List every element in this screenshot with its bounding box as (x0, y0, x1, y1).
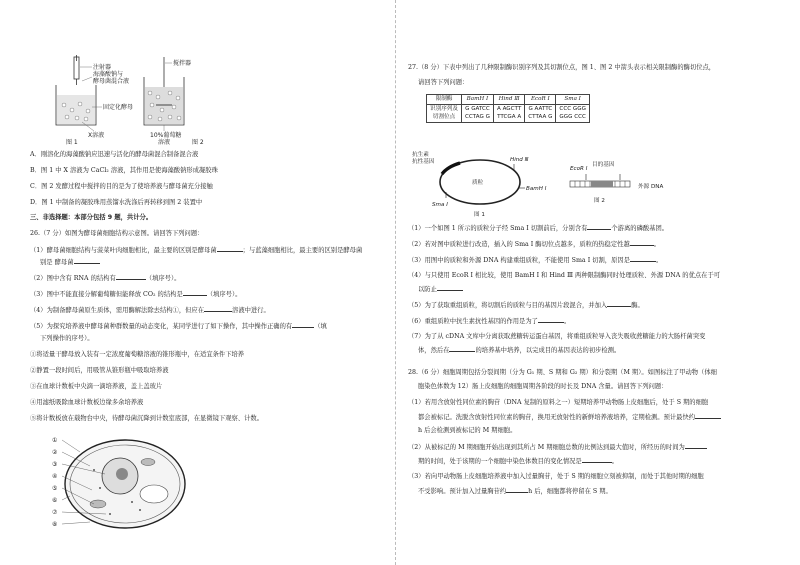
fig2-label-glucose-1: 10%葡萄糖 (150, 132, 182, 139)
fig-label-foreign: 外源 DNA (638, 184, 664, 190)
table-header-hind: Hind Ⅲ (493, 95, 524, 105)
q28-line-9: 不受影响。预计加入过量胸苷约 h 后，细胞都将停留在 S 期。 (418, 488, 612, 495)
cell-label: ② (52, 449, 58, 456)
answer-blank[interactable] (217, 246, 243, 252)
option-a: A．刚溶化的海藻酸钠应迅速与活化的酵母菌混合制备混合液 (30, 151, 199, 158)
right-column (408, 0, 770, 565)
fig1-label-syringe: 注射器 (93, 64, 112, 71)
answer-blank[interactable] (292, 322, 314, 328)
option-c: C．图 2 发酵过程中搅拌的目的是为了使培养液与酵母菌充分接触 (30, 183, 213, 190)
answer-blank[interactable] (437, 285, 463, 291)
plasmid-figure (410, 146, 710, 222)
page-fold-divider (395, 0, 396, 565)
q26-step-1: ①将适量干酵母放入装有一定浓度葡萄糖溶液的锥形瓶中，在适宜条件下培养 (30, 351, 245, 358)
cell-label: ① (52, 437, 58, 444)
table-header-ecor: EcoR Ⅰ (525, 95, 556, 105)
q27-part6: （6）重组质粒中抗生素抗性基因的作用是为了 。 (408, 318, 571, 325)
table-header-enzyme: 限制酶 (427, 95, 462, 105)
table-header-bamh: BamH Ⅰ (461, 95, 493, 105)
q26-part1-line1: （1）酵母菌细胞结构与菠菜叶肉细胞相比，最主要的区别是酵母菌 ；与蓝藻细胞相比，最主要的区别是酵母菌 (30, 247, 363, 254)
answer-blank[interactable] (74, 258, 100, 264)
fig2-caption-27: 图 2 (594, 198, 605, 204)
q27-part1: （1）一个如图 1 所示的质粒分子经 Sma Ⅰ 切割前后，分别含有 个游离的磷酸基团。 (408, 225, 669, 232)
answer-blank[interactable] (630, 240, 654, 246)
q27-stem-2: 请回答下列问题： (418, 79, 469, 86)
fig2-caption: 图 2 (192, 139, 204, 146)
q26-part5-line2: 下列操作的序号）。 (40, 335, 94, 342)
syringe-icon (74, 55, 79, 85)
restriction-enzyme-table (426, 94, 590, 123)
section-heading: 三、非选择题：本部分包括 9 题，共计分。 (30, 214, 153, 221)
q28-line-2: 胞染色体数为 12）肠上皮细胞的细胞周期各阶段的时长及 DNA 含量。请回答下列问题： (418, 383, 668, 390)
cell-label: ⑦ (52, 509, 58, 516)
fig1-label-immobilized: 固定化酵母 (103, 104, 134, 111)
answer-blank[interactable] (607, 301, 631, 307)
fig1-caption: 图 1 (66, 139, 78, 146)
option-b: B．图 1 中 X 溶液为 CaCl₂ 溶液，其作用是使海藻酸钠形成凝胶珠 (30, 167, 218, 174)
table-cell-ecor: G AATTC CTTAA G (525, 105, 556, 123)
answer-blank[interactable] (204, 306, 232, 312)
table-cell-hind: A AGCTT TTCGA A (493, 105, 524, 123)
answer-blank[interactable] (582, 457, 612, 463)
q26-step-3: ③在血球计数板中央滴一滴培养液，盖上盖玻片 (30, 383, 163, 390)
fig-label-target: 目的基因 (592, 162, 615, 168)
fig-label-resistance-2: 抗性基因 (412, 159, 435, 165)
q28-line-1: 28.（6 分）细胞周期包括分裂间期（分为 G₁ 期、S 期和 G₂ 期）和分裂期（M 期）。如图标注了甲动物（体细 (408, 369, 717, 376)
answer-blank[interactable] (506, 487, 528, 493)
q26-part1-line2: 别是 酵母菌 (40, 258, 100, 267)
answer-blank[interactable] (183, 290, 207, 296)
fig-label-hind: Hind Ⅲ (510, 157, 529, 163)
q26-step-2: ②静置一段时间后，用吸管从锥形瓶中吸取培养液 (30, 367, 169, 374)
fermentation-figure (52, 55, 222, 147)
table-header-sma: Sma Ⅰ (556, 95, 590, 105)
fig1-caption-27: 图 1 (474, 212, 485, 218)
q26-step-5: ⑤将计数板放在载物台中央，待酵母菌沉降到计数室底部，在显微镜下观察、计数。 (30, 415, 263, 422)
table-cell-bamh: G GATCC CCTAG G (461, 105, 493, 123)
q27-part2: （2）若对图中质粒进行改造，插入的 Sma Ⅰ 酶切位点越多，质粒的热稳定性越 。 (408, 241, 661, 248)
q28-line-5: h 后会检测到被标记的 M 期细胞。 (418, 427, 517, 434)
option-d: D．图 1 中制备的凝胶珠用蒸馏水洗涤后再转移到图 2 装置中 (30, 199, 203, 206)
cell-label: ⑤ (52, 485, 58, 492)
table-row-label: 识别序列及 切割位点 (427, 105, 462, 123)
q26-stem: 26.（7 分）如图为酵母菌细胞结构示意图。请回答下列问题： (30, 230, 204, 237)
yeast-cell-figure (50, 430, 200, 536)
q28-line-4: 都会被标记。洗脱含放射性同位素的胸苷，换用无放射性的新鲜培养液培养，定期检测。预计最快约 (418, 413, 721, 422)
fig-label-bamh: BamH Ⅰ (526, 186, 547, 192)
beaker-2-icon (144, 57, 184, 125)
q27-stem-1: 27.（8 分）下表中列出了几种限制酶识别序列及其切割位点，图 1、图 2 中箭头表示相关限制酶的酶切位点， (408, 64, 716, 71)
answer-blank[interactable] (587, 224, 611, 230)
q26-part4: （4）为制备酵母菌原生质体，需用酶解法除去结构①，但应在 溶液中进行。 (30, 307, 270, 314)
fig2-label-stirrer: 搅拌器 (173, 60, 192, 67)
q26-part3: （3）图中不能直接分解葡萄糖但能释放 CO₂ 的结构是 （填序号）。 (30, 291, 242, 298)
cell-label: ③ (52, 461, 58, 468)
q27-part4: （4）与只使用 EcoR Ⅰ 相比较，使用 BamH Ⅰ 和 Hind Ⅲ 两种限制酶同时处理质粒、外源 DNA 的优点在于可 (408, 272, 721, 279)
q27-part5: （5）为了获取重组质粒，将切割后的质粒与目的基因片段混合，并加入 酶。 (408, 302, 644, 309)
answer-blank[interactable] (695, 413, 721, 419)
answer-blank[interactable] (116, 274, 146, 280)
q28-line-3: （1）若用含放射性同位素的胸苷（DNA 复制的原料之一）短期培养甲动物肠上皮细胞后，处于 S 期的细胞 (408, 399, 709, 406)
table-cell-sma: CCC GGG GGG CCC (556, 105, 590, 123)
fig-label-plasmid: 质粒 (472, 180, 484, 186)
cell-label: ⑧ (52, 521, 58, 528)
fig2-label-glucose-2: 溶液 (158, 139, 171, 146)
cell-label: ⑥ (52, 497, 58, 504)
q28-line-7: 期的时间，处于该期的一个细胞中染色体数目的变化情况是 。 (418, 458, 619, 465)
q27-part3: （3）用图中的质粒和外源 DNA 构建重组质粒，不能使用 Sma Ⅰ 切割，原因是 。 (408, 257, 663, 264)
q27-part4-cont: 以防止 (418, 285, 463, 294)
fig-label-ecor: EcoR Ⅰ (570, 166, 588, 172)
left-column (30, 0, 382, 565)
cell-label: ④ (52, 473, 58, 480)
answer-blank[interactable] (630, 256, 656, 262)
fig1-label-x-solution: X溶液 (88, 132, 105, 139)
answer-blank[interactable] (449, 346, 475, 352)
beaker-1-icon (56, 85, 96, 125)
fig1-label-mixture-2: 酵母菌混合液 (93, 78, 130, 85)
q26-step-4: ④用滤纸吸除血球计数板边缘多余培养液 (30, 399, 144, 406)
answer-blank[interactable] (685, 443, 707, 449)
fig1-label-mixture-1: 海藻酸钠与 (93, 71, 124, 78)
q26-part5-line1: （5）为探究培养液中酵母菌种群数量的动态变化，某同学进行了如下操作，其中操作正确的有 （填 (30, 323, 327, 330)
q27-part7-cont: 体，然后在 的培养基中培养，以完成目的基因表达的初步检测。 (418, 347, 621, 354)
q28-line-6: （2）从被标记的 M 期细胞开始出现到其所占 M 期细胞总数的比例达到最大值时，所经历的时间为 (408, 443, 707, 452)
answer-blank[interactable] (538, 317, 564, 323)
q27-part7: （7）为了从 cDNA 文库中分离获取蔗糖转运蛋白基因，将重组质粒导入丧失吸收蔗糖能力的大肠杆菌突变 (408, 333, 706, 340)
q26-part2: （2）图中含有 RNA 的结构有 （填序号）。 (30, 275, 181, 282)
q28-line-8: （3）若向甲动物肠上皮细胞培养液中加入过量胸苷，处于 S 期的细胞立刻被抑制，而处于其他时期的细胞 (408, 473, 704, 480)
fig-label-resistance-1: 抗生素 (412, 152, 429, 158)
fig-label-sma: Sma Ⅰ (432, 202, 448, 208)
